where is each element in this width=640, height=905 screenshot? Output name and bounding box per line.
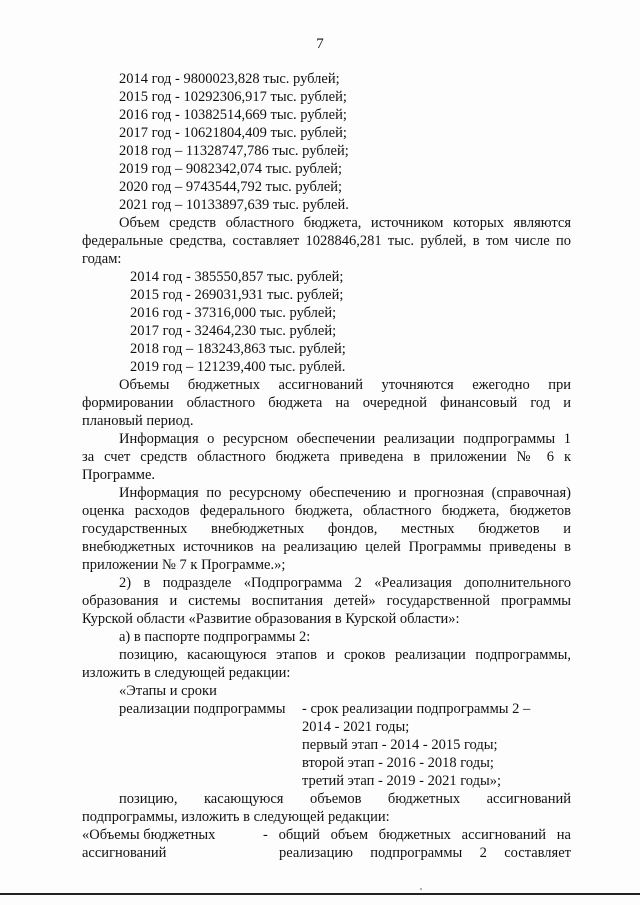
- paragraph-line: внебюджетных источников на реализацию целей Программы приведены в: [82, 539, 571, 555]
- stages-label: реализации подпрограммы: [119, 701, 286, 717]
- volumes-label: ассигнований: [82, 845, 167, 861]
- budget-year-line: 2021 год – 10133897,639 тыс. рублей.: [119, 197, 349, 213]
- paragraph-line: позицию, касающуюся этапов и сроков реализации подпрограммы,: [119, 647, 571, 663]
- item-a: а) в паспорте подпрограммы 2:: [119, 629, 311, 645]
- budget-year-line: 2016 год - 10382514,669 тыс. рублей;: [119, 107, 347, 123]
- federal-year-line: 2014 год - 385550,857 тыс. рублей;: [130, 269, 344, 285]
- volumes-value: реализацию подпрограммы 2 составляет: [279, 845, 571, 861]
- paragraph-line: федеральные средства, составляет 1028846,281 тыс. рублей, в том числе по: [82, 233, 571, 249]
- paragraph-line: Программе.: [82, 467, 156, 483]
- federal-year-line: 2018 год – 183243,863 тыс. рублей;: [130, 341, 346, 357]
- federal-year-line: 2016 год - 37316,000 тыс. рублей;: [130, 305, 337, 321]
- paragraph-line: подпрограммы, изложить в следующей редакции:: [82, 809, 390, 825]
- paragraph-line: государственных внебюджетных фондов, местных бюджетов и: [82, 521, 571, 537]
- stages-value: - срок реализации подпрограммы 2 –: [302, 701, 531, 717]
- budget-year-line: 2020 год – 9743544,792 тыс. рублей;: [119, 179, 343, 195]
- paragraph-line: за счет средств областного бюджета приведена в приложении № 6 к: [82, 449, 571, 465]
- paragraph-line: Курской области «Развитие образования в Курской области»:: [82, 611, 460, 627]
- paragraph-line: годам:: [82, 251, 122, 267]
- paragraph-line: образования и системы воспитания детей» государственной программы: [82, 593, 571, 609]
- stages-label: «Этапы и сроки: [119, 683, 217, 699]
- paragraph-line: формировании областного бюджета на очередной финансовый год и: [82, 395, 571, 411]
- scan-speck: [420, 888, 422, 890]
- paragraph-line: Объемы бюджетных ассигнований уточняются ежегодно при: [119, 377, 571, 393]
- federal-year-line: 2019 год – 121239,400 тыс. рублей.: [130, 359, 346, 375]
- paragraph-line: приложении № 7 к Программе.»;: [82, 557, 286, 573]
- budget-year-line: 2018 год – 11328747,786 тыс. рублей;: [119, 143, 349, 159]
- budget-year-line: 2014 год - 9800023,828 тыс. рублей;: [119, 71, 340, 87]
- federal-year-line: 2017 год - 32464,230 тыс. рублей;: [130, 323, 337, 339]
- budget-year-line: 2015 год - 10292306,917 тыс. рублей;: [119, 89, 347, 105]
- paragraph-line: 2) в подразделе «Подпрограмма 2 «Реализация дополнительного: [119, 575, 571, 591]
- budget-year-line: 2017 год - 10621804,409 тыс. рублей;: [119, 125, 347, 141]
- volumes-label: «Объемы бюджетных: [82, 827, 216, 843]
- paragraph-line: изложить в следующей редакции:: [82, 665, 291, 681]
- stages-value: 2014 - 2021 годы;: [302, 719, 410, 735]
- paragraph-line: плановый период.: [82, 413, 194, 429]
- paragraph-line: Информация по ресурсному обеспечению и прогнозная (справочная): [119, 485, 571, 501]
- stages-value: третий этап - 2019 - 2021 годы»;: [302, 773, 502, 789]
- budget-year-line: 2019 год – 9082342,074 тыс. рублей;: [119, 161, 343, 177]
- federal-year-line: 2015 год - 269031,931 тыс. рублей;: [130, 287, 344, 303]
- bottom-scan-edge: [0, 893, 640, 895]
- paragraph-line: оценка расходов федерального бюджета, областного бюджета, бюджетов: [82, 503, 571, 519]
- paragraph-line: Объем средств областного бюджета, источником которых являются: [119, 215, 571, 231]
- paragraph-line: Информация о ресурсном обеспечении реализации подпрограммы 1: [119, 431, 571, 447]
- stages-value: первый этап - 2014 - 2015 годы;: [302, 737, 498, 753]
- stages-value: второй этап - 2016 - 2018 годы;: [302, 755, 494, 771]
- paragraph-line: позицию, касающуюся объемов бюджетных ассигнований: [119, 791, 571, 807]
- volumes-value: - общий объем бюджетных ассигнований на: [263, 827, 571, 843]
- page-number: 7: [316, 36, 324, 52]
